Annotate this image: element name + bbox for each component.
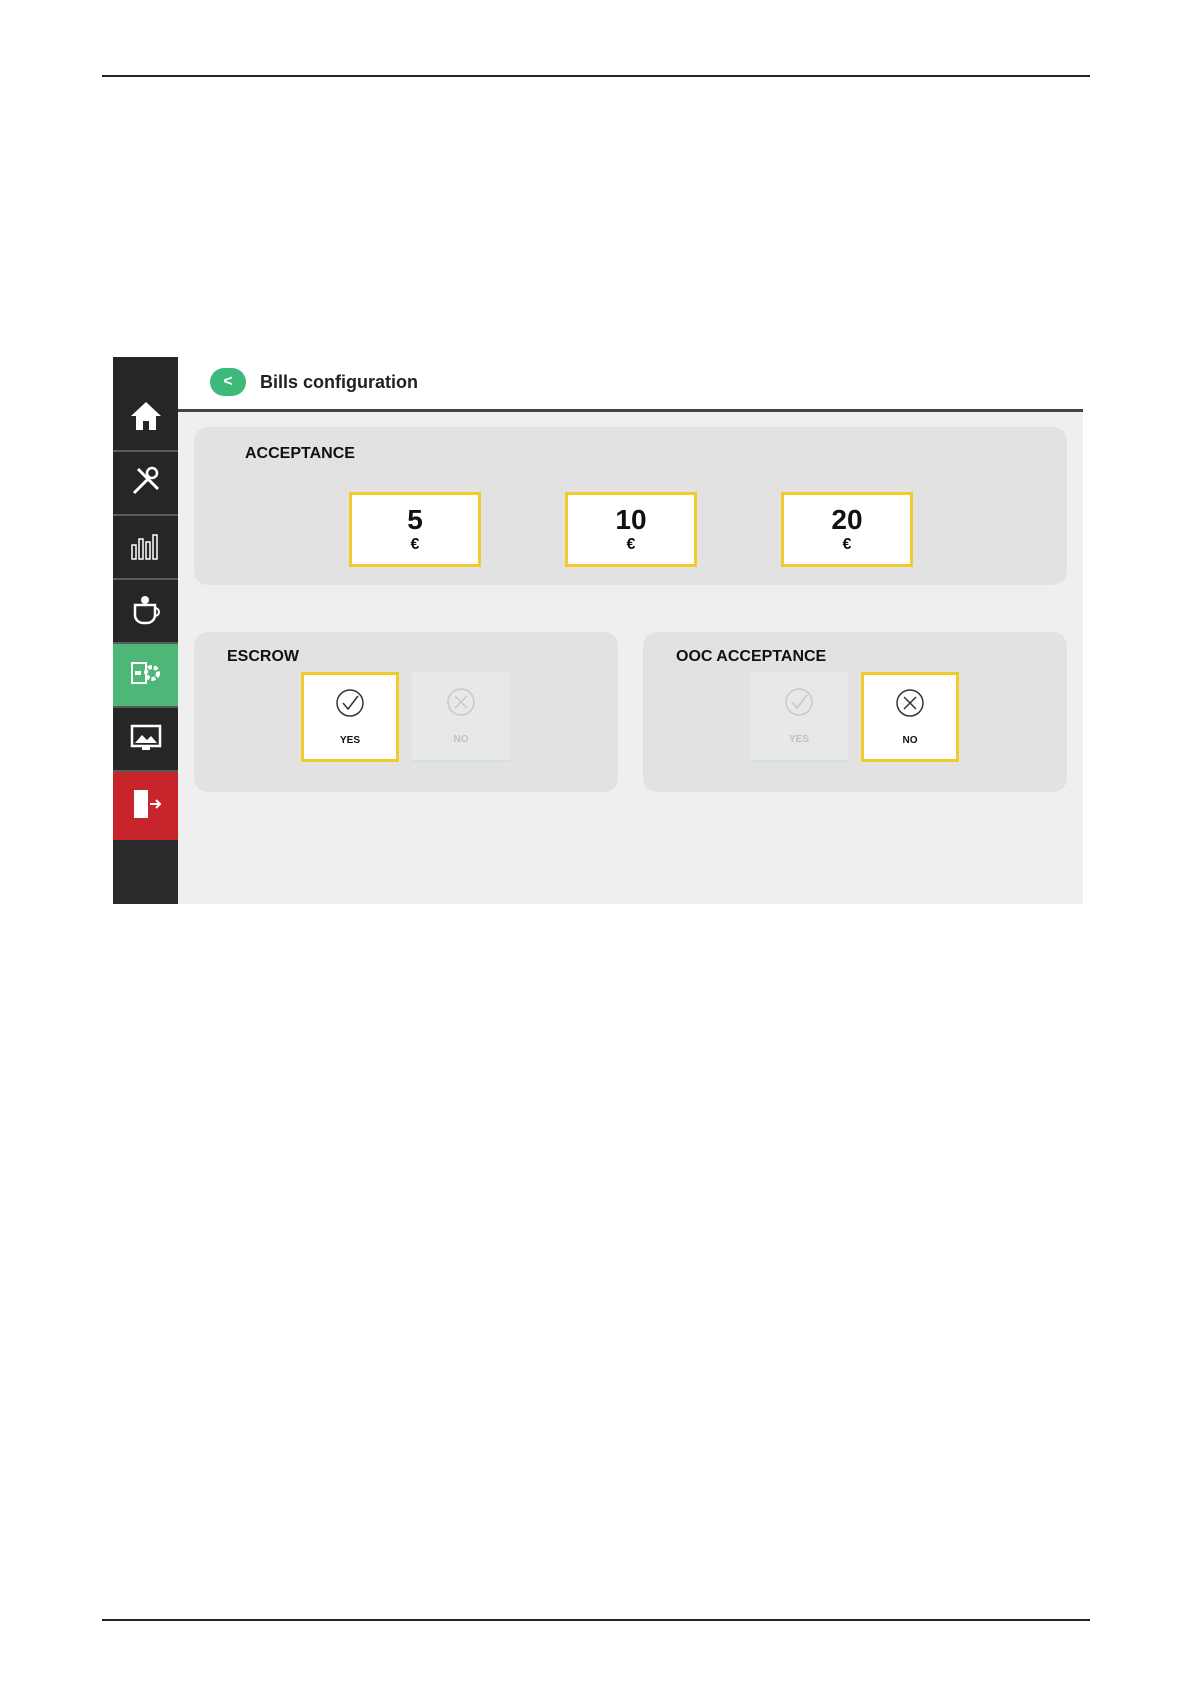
page-title: Bills configuration — [260, 372, 419, 392]
home-icon — [128, 398, 164, 439]
ooc-yes-button[interactable] — [750, 672, 848, 762]
ooc-yes-label: YES — [788, 734, 809, 745]
escrow-panel — [194, 632, 618, 792]
sidebar-item-home[interactable] — [113, 357, 178, 450]
bill-value: 5 — [407, 503, 423, 535]
sidebar-item-beverages[interactable] — [113, 578, 178, 642]
escrow-no-label: NO — [453, 734, 469, 745]
page-bottom-rule — [102, 1619, 1090, 1621]
bill-currency: € — [842, 535, 852, 553]
chevron-left-icon: < — [223, 373, 233, 390]
ooc-acceptance-panel — [643, 632, 1067, 792]
escrow-label: ESCROW — [227, 648, 299, 665]
exit-icon — [128, 786, 164, 827]
x-circle-icon — [895, 688, 925, 723]
main-content — [178, 412, 1083, 904]
acceptance-panel — [194, 427, 1067, 585]
app-screen — [113, 357, 1083, 904]
sidebar-item-payment-settings[interactable] — [113, 642, 178, 706]
escrow-yes-button[interactable] — [301, 672, 399, 762]
bill-value: 10 — [615, 503, 647, 535]
cup-icon — [128, 591, 164, 632]
bill-10-toggle[interactable] — [565, 492, 697, 567]
sidebar-item-display[interactable] — [113, 706, 178, 770]
tools-icon — [128, 463, 164, 504]
x-circle-icon — [446, 687, 476, 722]
display-icon — [128, 719, 164, 760]
page-top-rule — [102, 75, 1090, 77]
bill-currency: € — [410, 535, 420, 553]
sidebar-item-statistics[interactable] — [113, 514, 178, 578]
sidebar-item-tools[interactable] — [113, 450, 178, 514]
payment-settings-icon — [128, 655, 164, 696]
bill-currency: € — [626, 535, 636, 553]
escrow-no-button[interactable] — [412, 672, 510, 762]
escrow-yes-label: YES — [339, 735, 360, 746]
sidebar-item-exit[interactable] — [113, 770, 178, 840]
check-circle-icon — [335, 688, 365, 723]
ooc-no-label: NO — [902, 735, 918, 746]
back-button[interactable] — [210, 368, 246, 396]
header-bar — [178, 357, 1083, 412]
check-circle-icon — [784, 687, 814, 722]
bill-20-toggle[interactable] — [781, 492, 913, 567]
bill-value: 20 — [831, 503, 863, 535]
bill-5-toggle[interactable] — [349, 492, 481, 567]
ooc-no-button[interactable] — [861, 672, 959, 762]
ooc-acceptance-label: OOC ACCEPTANCE — [676, 648, 827, 665]
statistics-icon — [128, 527, 164, 568]
sidebar — [113, 357, 178, 904]
acceptance-label: ACCEPTANCE — [245, 445, 355, 462]
